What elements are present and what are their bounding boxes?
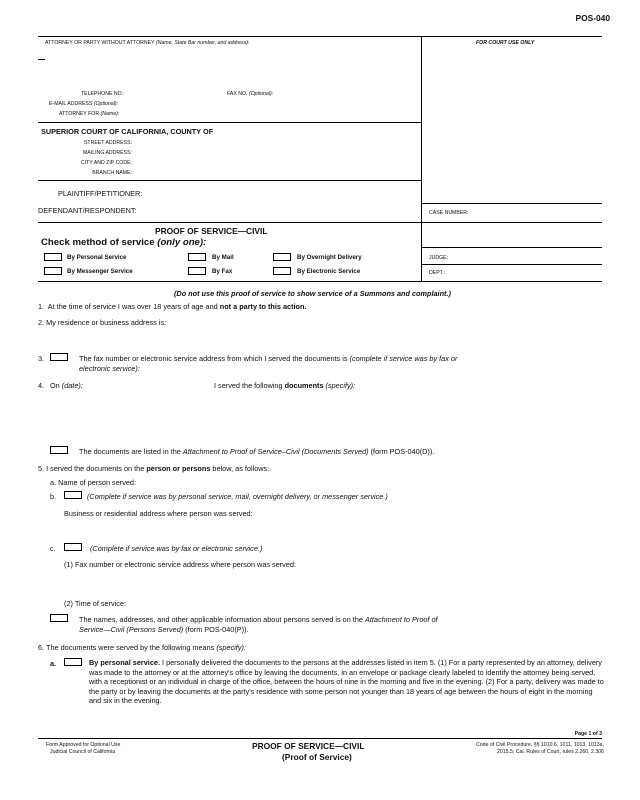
documents-attachment-checkbox[interactable] (50, 446, 68, 454)
case-number-top-rule (421, 203, 602, 204)
item-3-hint: electronic service): (79, 364, 140, 373)
persons-attachment-text-2: Service—Civil (Persons Served) (form POS-040(P)). (79, 625, 249, 634)
item-4-number: 4. (38, 381, 45, 390)
attorney-label: ATTORNEY OR PARTY WITHOUT ATTORNEY (Name, State Bar number, and address): (45, 40, 250, 46)
court-block-bottom-rule (38, 180, 422, 181)
footer-title: PROOF OF SERVICE—CIVIL (252, 741, 365, 751)
item-3-text: The fax number or electronic service address from which I served the documents is (complete if service was by fax or (79, 354, 458, 363)
court-use-label: FOR COURT USE ONLY (476, 40, 535, 46)
attorney-mark (38, 59, 45, 60)
footer-rule (38, 738, 602, 739)
case-number-label[interactable]: CASE NUMBER: (429, 210, 469, 216)
form-number: POS-040 (575, 13, 610, 23)
persons-attachment-text: The names, addresses, and other applicable information about persons served is on the Attachment to Proof of (79, 615, 438, 624)
court-title: SUPERIOR COURT OF CALIFORNIA, COUNTY OF (41, 127, 214, 136)
code-citation-2: 2015.5; Cal. Rules of Court, rules 2.260, 2.306 (497, 749, 604, 755)
item-5c-label: c. (50, 544, 56, 553)
electronic-service-label: By Electronic Service (297, 268, 361, 275)
item-2: 2. My residence or business address is: (38, 318, 167, 327)
messenger-service-checkbox[interactable] (44, 267, 62, 275)
personal-service-label: By Personal Service (67, 254, 127, 261)
branch-name-label[interactable]: BRANCH NAME: (92, 170, 132, 176)
mail-label: By Mail (212, 254, 234, 261)
electronic-service-checkbox[interactable] (273, 267, 291, 275)
item-5b-checkbox[interactable] (64, 491, 82, 499)
footer-subtitle: (Proof of Service) (282, 752, 352, 762)
item-3-number: 3. (38, 354, 45, 363)
item-5b-label: b. (50, 492, 57, 501)
item-5b-address-label[interactable]: Business or residential address where person was served: (64, 509, 253, 518)
item-4-documents-label[interactable]: I served the following documents (specify): (214, 381, 356, 390)
overnight-delivery-checkbox[interactable] (273, 253, 291, 261)
email-label[interactable]: E-MAIL ADDRESS (Optional): (49, 101, 119, 107)
header-bottom-rule (38, 281, 602, 282)
item-4-date-label[interactable]: On (date): (50, 381, 83, 390)
item-5c-hint: (Complete if service was by fax or electronic service.) (90, 544, 263, 553)
item-5b-hint: (Complete if service was by personal service, mail, overnight delivery, or messenger service.) (87, 492, 388, 501)
code-citation-1: Code of Civil Procedure, §§ 1010.6, 1011, 1013, 1013a, (476, 742, 604, 748)
form-title: PROOF OF SERVICE—CIVIL (155, 226, 268, 236)
persons-attachment-checkbox[interactable] (50, 614, 68, 622)
dept-top-rule (421, 264, 602, 265)
plaintiff-label[interactable]: PLAINTIFF/PETITIONER: (58, 189, 143, 198)
street-address-label[interactable]: STREET ADDRESS: (83, 140, 132, 146)
messenger-service-label: By Messenger Service (67, 268, 133, 275)
page-number: Page 1 of 3 (574, 731, 602, 737)
fax-checkbox[interactable] (188, 267, 206, 275)
attorney-for-label[interactable]: ATTORNEY FOR (Name): (59, 111, 120, 117)
header-right-column-rule (421, 36, 422, 282)
summons-notice: (Do not use this proof of service to show service of a Summons and complaint.) (174, 289, 451, 298)
item-1: 1. At the time of service I was over 18 years of age and not a party to this action. (38, 302, 307, 311)
approved-line-1: Form Approved for Optional Use (46, 742, 121, 748)
fax-method-label: By Fax (212, 268, 233, 275)
item-6: 6. The documents were served by the following means (specify): (38, 643, 246, 652)
item-5: 5. I served the documents on the person or persons below, as follows: (38, 464, 270, 473)
documents-attachment-text: The documents are listed in the Attachment to Proof of Service–Civil (Documents Served) (form POS-040(D)). (79, 447, 435, 456)
personal-service-means-checkbox[interactable] (64, 658, 82, 666)
item-5c1-label[interactable]: (1) Fax number or electronic service address where person was served: (64, 560, 296, 569)
personal-service-checkbox[interactable] (44, 253, 62, 261)
mail-checkbox[interactable] (188, 253, 206, 261)
item-6a-label: a. (50, 659, 57, 668)
item-5c-checkbox[interactable] (64, 543, 82, 551)
header-top-rule (38, 36, 602, 37)
fax-label[interactable]: FAX NO. (Optional): (227, 91, 274, 97)
item-6a-text: By personal service. I personally delivered the documents to the persons at the addresses listed in item 5. (1) For a party represented by an attorney, delivery was made to the attorney or at the attorney's office by leaving the documents, in an envelope or package clearly labeled to identify the attorney being served, with a receptionist or an individual in charge of the office, between the hours of nine in the morning and five in the evening. (2) For a party, delivery was made to the party or by leaving the documents at the party's residence with some person not younger than 18 years of age between the hours of eight in the morning and six in the evening. (89, 658, 604, 706)
item-5a-name-label[interactable]: a. Name of person served: (50, 478, 136, 487)
attorney-block-bottom-rule (38, 122, 422, 123)
defendant-label[interactable]: DEFENDANT/RESPONDENT: (38, 206, 137, 215)
item-3-checkbox[interactable] (50, 353, 68, 361)
city-zip-label[interactable]: CITY AND ZIP CODE: (80, 160, 132, 166)
mailing-address-label[interactable]: MAILING ADDRESS: (82, 150, 132, 156)
parties-bottom-rule (38, 222, 602, 223)
dept-label[interactable]: DEPT.: (429, 270, 446, 276)
judge-top-rule (421, 247, 602, 248)
overnight-delivery-label: By Overnight Delivery (297, 254, 362, 261)
approved-line-2: Judicial Council of California (50, 749, 116, 755)
telephone-label[interactable]: TELEPHONE NO.: (81, 91, 125, 97)
item-5c2-label[interactable]: (2) Time of service: (64, 599, 127, 608)
check-method-label: Check method of service (only one): (41, 237, 207, 248)
judge-label[interactable]: JUDGE: (429, 255, 449, 261)
